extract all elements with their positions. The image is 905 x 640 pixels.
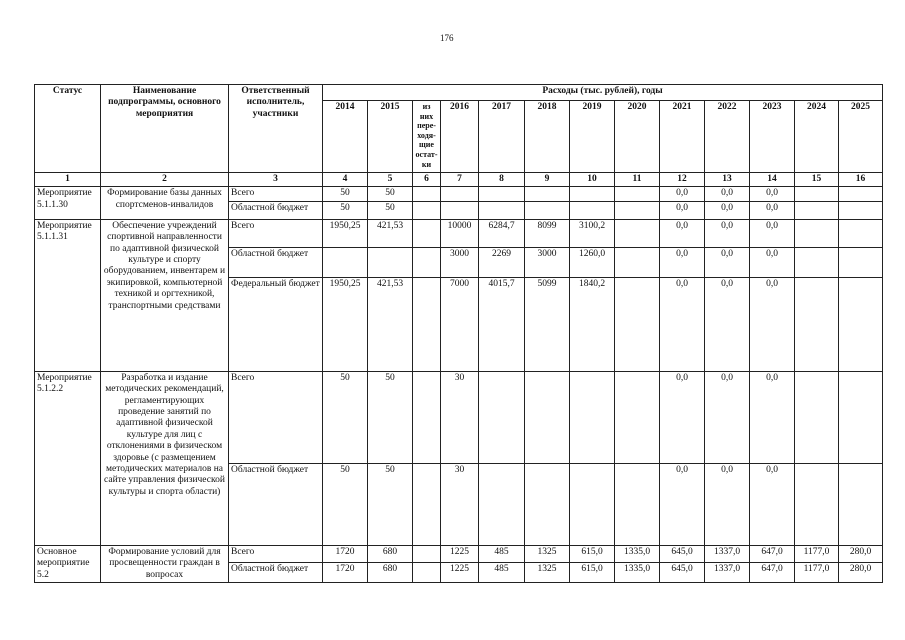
- value-cell: 50: [323, 463, 368, 545]
- responsible-cell: Всего: [229, 187, 323, 201]
- column-number: 8: [479, 173, 525, 187]
- value-cell: 1177,0: [795, 563, 839, 583]
- column-number: 9: [525, 173, 570, 187]
- year-header: 2021: [660, 101, 705, 173]
- value-cell: 50: [368, 463, 413, 545]
- column-number: 11: [615, 173, 660, 187]
- value-cell: [615, 219, 660, 247]
- value-cell: 1325: [525, 563, 570, 583]
- year-header: 2020: [615, 101, 660, 173]
- value-cell: [525, 371, 570, 463]
- year-header: из них пере-ходя-щие остат-ки: [413, 101, 441, 173]
- value-cell: [839, 187, 883, 201]
- measure-status: Мероприятие 5.1.1.31: [35, 219, 101, 371]
- measure-name: Обеспечение учреждений спортивной направленности по адаптивной физической культуре и спорту оборудованием, инвентарем и экипировкой, компьютерной техникой и оргтехникой, транспортными средствами: [101, 219, 229, 371]
- value-cell: 645,0: [660, 545, 705, 563]
- year-header: 2018: [525, 101, 570, 173]
- value-cell: 0,0: [705, 187, 750, 201]
- value-cell: 0,0: [750, 371, 795, 463]
- value-cell: 680: [368, 563, 413, 583]
- value-cell: [615, 277, 660, 371]
- value-cell: [795, 371, 839, 463]
- column-number: 10: [570, 173, 615, 187]
- value-cell: [795, 201, 839, 219]
- value-cell: [479, 187, 525, 201]
- table-row: [35, 219, 883, 247]
- value-cell: [839, 463, 883, 545]
- column-number: 16: [839, 173, 883, 187]
- value-cell: [323, 247, 368, 277]
- value-cell: 0,0: [660, 187, 705, 201]
- year-header: 2015: [368, 101, 413, 173]
- value-cell: [839, 371, 883, 463]
- value-cell: 50: [368, 187, 413, 201]
- value-cell: [615, 371, 660, 463]
- value-cell: [839, 247, 883, 277]
- value-cell: [615, 247, 660, 277]
- year-header: 2023: [750, 101, 795, 173]
- header-status: Статус: [35, 85, 101, 173]
- value-cell: 7000: [441, 277, 479, 371]
- value-cell: [413, 545, 441, 563]
- value-cell: [570, 187, 615, 201]
- table-row: [35, 187, 883, 201]
- value-cell: 1260,0: [570, 247, 615, 277]
- value-cell: [479, 463, 525, 545]
- value-cell: 50: [323, 371, 368, 463]
- value-cell: 1325: [525, 545, 570, 563]
- value-cell: [525, 187, 570, 201]
- value-cell: [795, 187, 839, 201]
- value-cell: 1950,25: [323, 277, 368, 371]
- responsible-cell: Областной бюджет: [229, 201, 323, 219]
- value-cell: 3000: [525, 247, 570, 277]
- value-cell: 0,0: [660, 201, 705, 219]
- year-header: 2025: [839, 101, 883, 173]
- table-row: [35, 545, 883, 563]
- year-header: 2024: [795, 101, 839, 173]
- value-cell: 647,0: [750, 545, 795, 563]
- measure-status: Мероприятие 5.1.2.2: [35, 371, 101, 545]
- measure-status: Основное мероприятие 5.2: [35, 545, 101, 582]
- value-cell: 0,0: [750, 187, 795, 201]
- value-cell: 280,0: [839, 545, 883, 563]
- header-name: Наименование подпрограммы, основного мероприятия: [101, 85, 229, 173]
- column-number: 15: [795, 173, 839, 187]
- value-cell: 0,0: [750, 277, 795, 371]
- value-cell: 4015,7: [479, 277, 525, 371]
- value-cell: 1720: [323, 545, 368, 563]
- value-cell: 0,0: [705, 463, 750, 545]
- value-cell: 30: [441, 371, 479, 463]
- value-cell: 0,0: [750, 463, 795, 545]
- value-cell: [441, 187, 479, 201]
- value-cell: [413, 463, 441, 545]
- value-cell: [570, 371, 615, 463]
- column-number: 2: [101, 173, 229, 187]
- value-cell: 421,53: [368, 277, 413, 371]
- value-cell: 0,0: [705, 277, 750, 371]
- value-cell: [615, 187, 660, 201]
- value-cell: [839, 277, 883, 371]
- value-cell: 485: [479, 563, 525, 583]
- value-cell: [413, 247, 441, 277]
- value-cell: 1225: [441, 563, 479, 583]
- value-cell: [413, 187, 441, 201]
- value-cell: [525, 463, 570, 545]
- value-cell: [795, 463, 839, 545]
- value-cell: 0,0: [660, 277, 705, 371]
- value-cell: 1225: [441, 545, 479, 563]
- value-cell: 1720: [323, 563, 368, 583]
- value-cell: 0,0: [660, 463, 705, 545]
- budget-table: [34, 84, 883, 583]
- value-cell: 0,0: [660, 371, 705, 463]
- value-cell: [839, 219, 883, 247]
- measure-name: Разработка и издание методических рекомендаций, регламентирующих проведение занятий по адаптивной физической культуре для лиц с отклонениями в физическом здоровье (с размещением методических материалов на сайте управления физической культуры и спорта области): [101, 371, 229, 545]
- measure-name: Формирование базы данных спортсменов-инвалидов: [101, 187, 229, 219]
- year-header: 2022: [705, 101, 750, 173]
- value-cell: 0,0: [705, 371, 750, 463]
- value-cell: 10000: [441, 219, 479, 247]
- value-cell: [413, 371, 441, 463]
- year-header: 2019: [570, 101, 615, 173]
- value-cell: [368, 247, 413, 277]
- header-expenses: Расходы (тыс. рублей), годы: [323, 85, 883, 101]
- responsible-cell: Областной бюджет: [229, 463, 323, 545]
- column-number: 13: [705, 173, 750, 187]
- value-cell: 30: [441, 463, 479, 545]
- responsible-cell: Всего: [229, 545, 323, 563]
- value-cell: 1335,0: [615, 563, 660, 583]
- value-cell: 647,0: [750, 563, 795, 583]
- page-number: 176: [440, 33, 454, 43]
- value-cell: [441, 201, 479, 219]
- value-cell: 615,0: [570, 545, 615, 563]
- value-cell: 3100,2: [570, 219, 615, 247]
- column-number: 7: [441, 173, 479, 187]
- value-cell: 0,0: [750, 247, 795, 277]
- value-cell: 50: [368, 201, 413, 219]
- value-cell: [413, 201, 441, 219]
- column-number: 12: [660, 173, 705, 187]
- value-cell: 485: [479, 545, 525, 563]
- value-cell: 6284,7: [479, 219, 525, 247]
- responsible-cell: Областной бюджет: [229, 247, 323, 277]
- value-cell: 1337,0: [705, 563, 750, 583]
- value-cell: 280,0: [839, 563, 883, 583]
- value-cell: 0,0: [750, 201, 795, 219]
- value-cell: 3000: [441, 247, 479, 277]
- value-cell: [570, 463, 615, 545]
- value-cell: [413, 219, 441, 247]
- responsible-cell: Всего: [229, 219, 323, 247]
- header-responsible: Ответственный исполнитель, участники: [229, 85, 323, 173]
- value-cell: 0,0: [750, 219, 795, 247]
- column-number: 4: [323, 173, 368, 187]
- value-cell: 1335,0: [615, 545, 660, 563]
- year-header: 2017: [479, 101, 525, 173]
- value-cell: 680: [368, 545, 413, 563]
- value-cell: [795, 277, 839, 371]
- value-cell: 645,0: [660, 563, 705, 583]
- responsible-cell: Всего: [229, 371, 323, 463]
- table-row: [35, 371, 883, 463]
- responsible-cell: Федеральный бюджет: [229, 277, 323, 371]
- year-header: 2014: [323, 101, 368, 173]
- value-cell: [413, 277, 441, 371]
- column-number: 14: [750, 173, 795, 187]
- column-number: 5: [368, 173, 413, 187]
- value-cell: 0,0: [705, 201, 750, 219]
- column-number: 1: [35, 173, 101, 187]
- value-cell: 421,53: [368, 219, 413, 247]
- responsible-cell: Областной бюджет: [229, 563, 323, 583]
- value-cell: 1950,25: [323, 219, 368, 247]
- value-cell: 8099: [525, 219, 570, 247]
- value-cell: [413, 563, 441, 583]
- value-cell: [570, 201, 615, 219]
- year-header: 2016: [441, 101, 479, 173]
- value-cell: 5099: [525, 277, 570, 371]
- value-cell: [615, 463, 660, 545]
- value-cell: 50: [323, 201, 368, 219]
- value-cell: 1337,0: [705, 545, 750, 563]
- value-cell: 0,0: [705, 247, 750, 277]
- measure-name: Формирование условий для просвещенности граждан в вопросах: [101, 545, 229, 582]
- value-cell: [795, 219, 839, 247]
- value-cell: [479, 201, 525, 219]
- value-cell: 0,0: [660, 219, 705, 247]
- value-cell: [479, 371, 525, 463]
- value-cell: 2269: [479, 247, 525, 277]
- value-cell: 1840,2: [570, 277, 615, 371]
- value-cell: 0,0: [660, 247, 705, 277]
- value-cell: 615,0: [570, 563, 615, 583]
- value-cell: [839, 201, 883, 219]
- value-cell: 50: [368, 371, 413, 463]
- column-number: 3: [229, 173, 323, 187]
- value-cell: [795, 247, 839, 277]
- value-cell: 0,0: [705, 219, 750, 247]
- measure-status: Мероприятие 5.1.1.30: [35, 187, 101, 219]
- value-cell: 1177,0: [795, 545, 839, 563]
- value-cell: 50: [323, 187, 368, 201]
- value-cell: [525, 201, 570, 219]
- value-cell: [615, 201, 660, 219]
- column-number: 6: [413, 173, 441, 187]
